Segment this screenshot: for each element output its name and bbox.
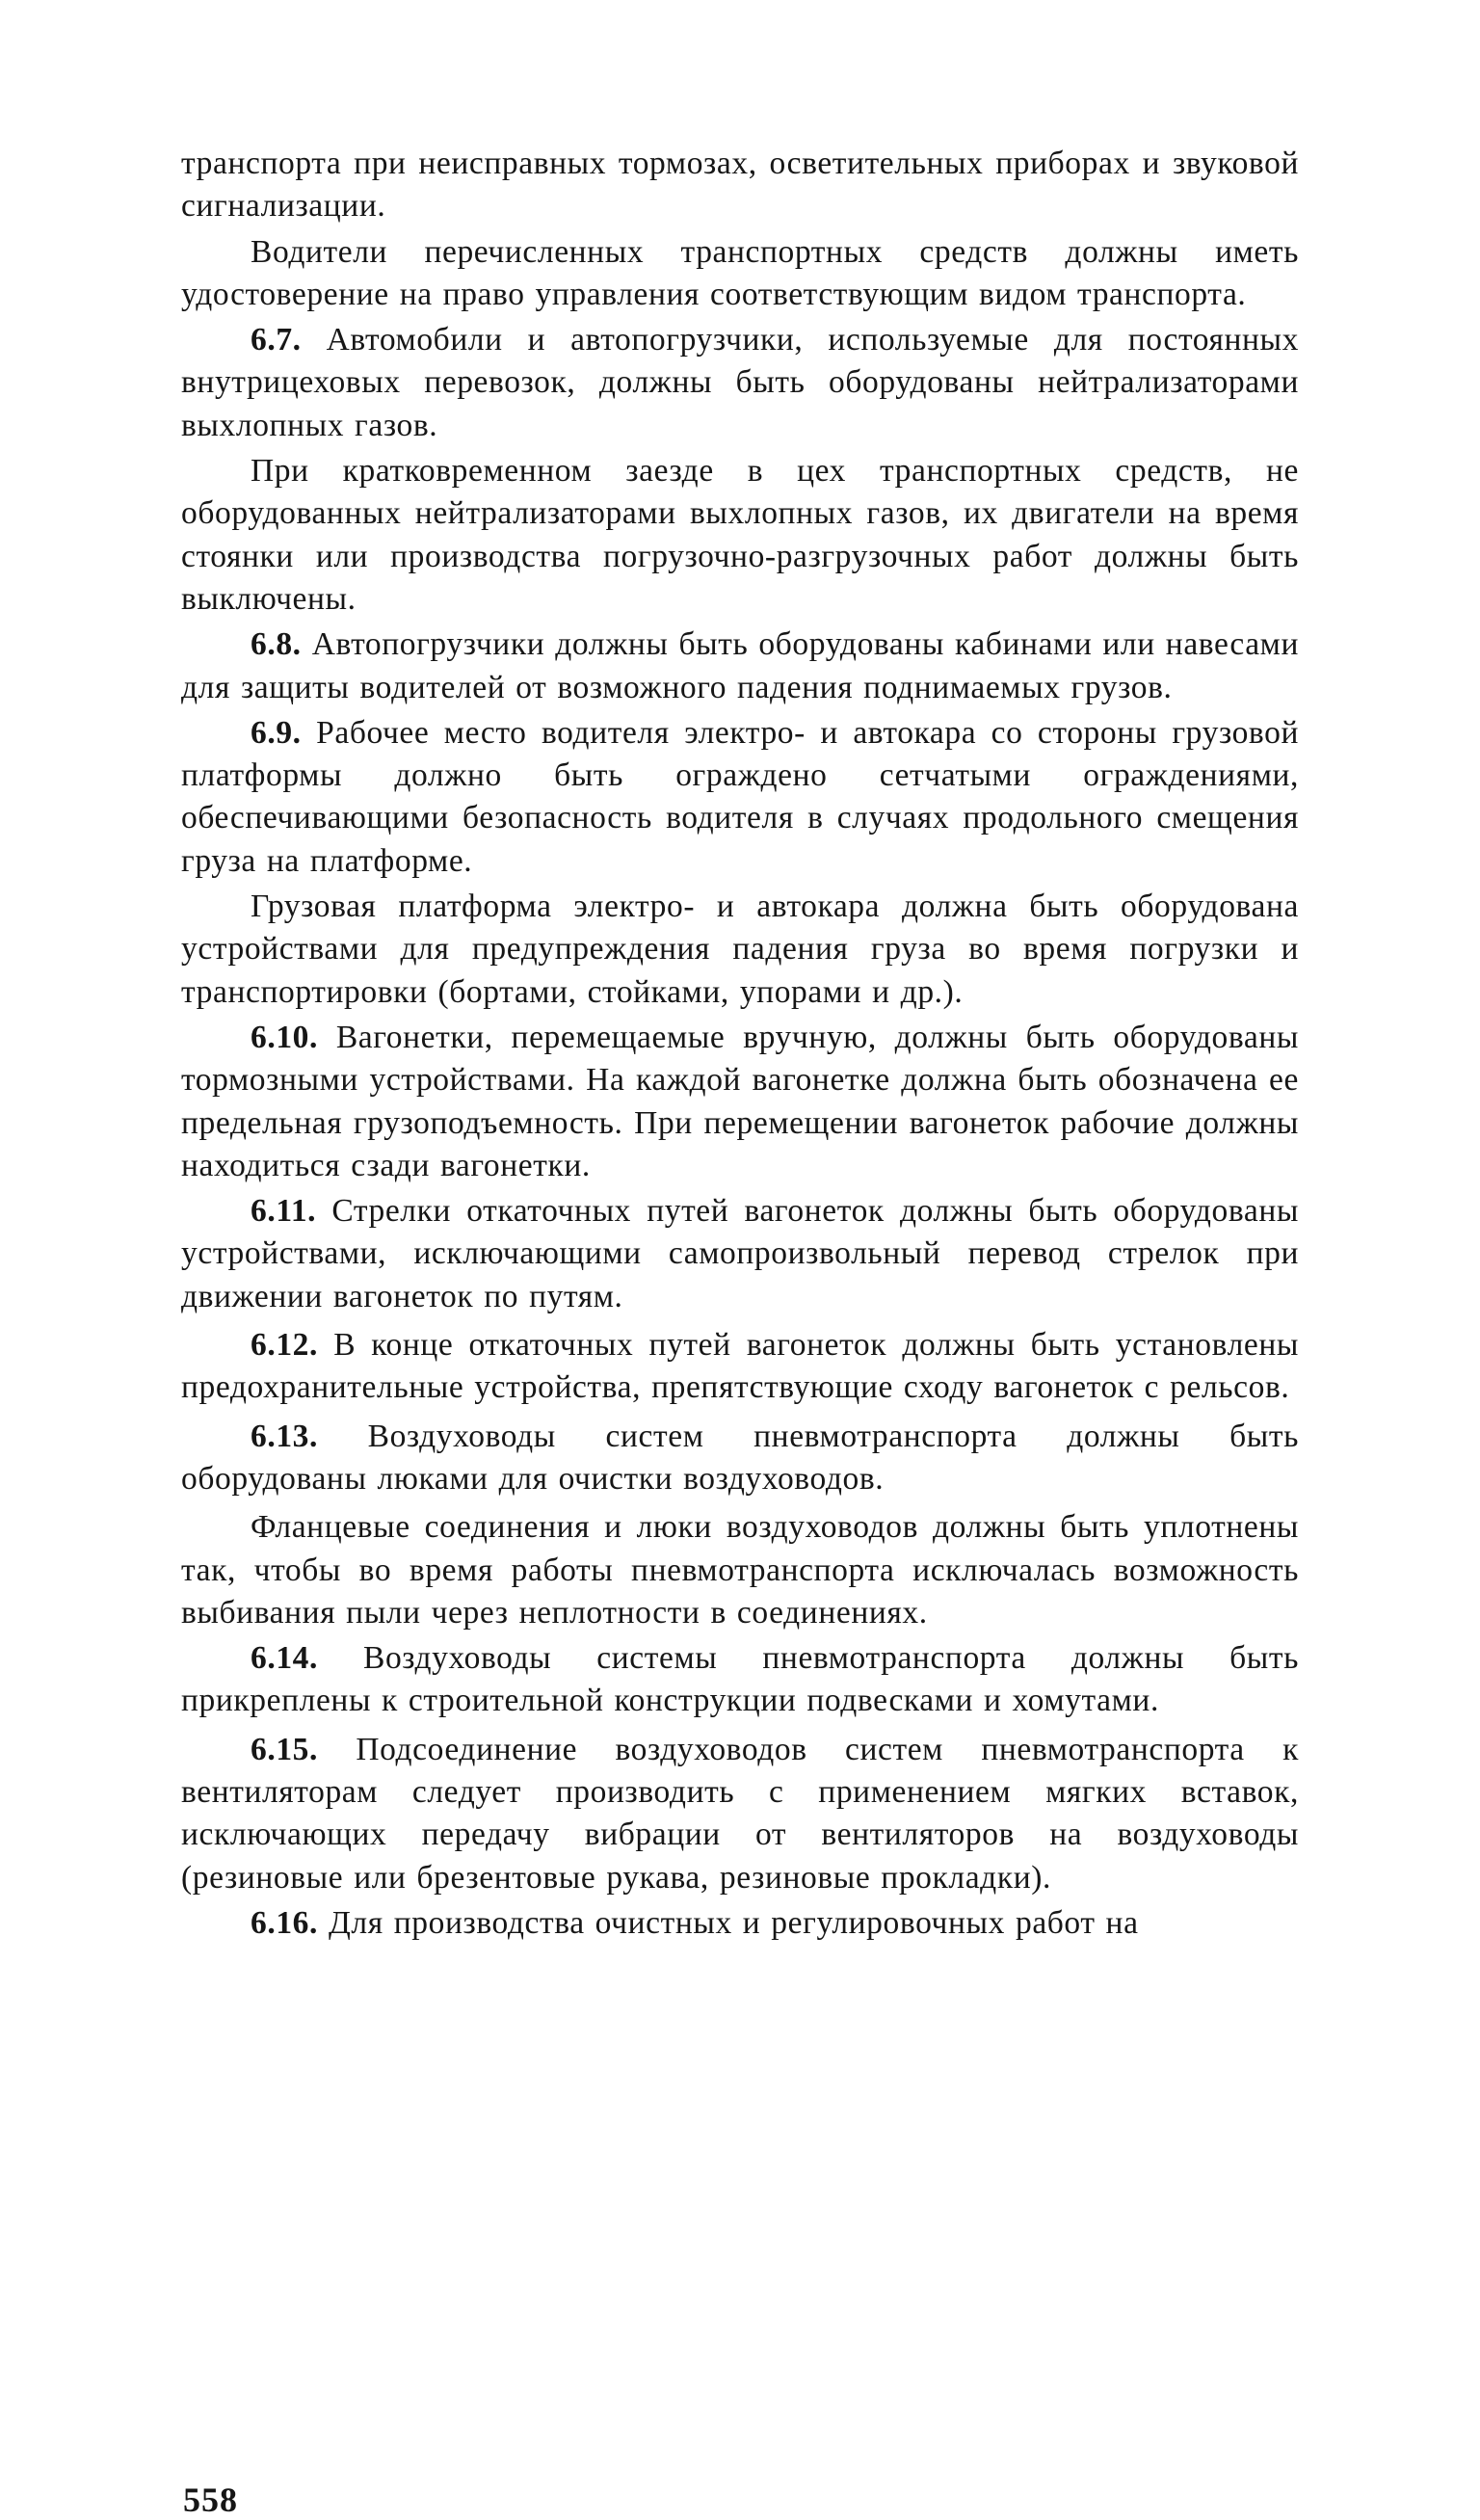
paragraph [181,450,1299,621]
clause-number: 6.16. [251,1904,318,1941]
clause-6-14 [181,1637,1299,1723]
clause-text: В конце откаточных путей вагонеток должны быть установлены предохранительные устройства, препятствующие сходу вагонеток с рельсов. [181,1327,1300,1406]
clause-number: 6.12. [251,1327,318,1364]
clause-6-16 [181,1902,1299,1945]
clause-6-10 [181,1017,1299,1187]
clause-6-8 [181,623,1299,709]
clause-6-15 [181,1729,1299,1899]
clause-text: Вагонетки, перемещаемые вручную, должны быть оборудованы тормозными устройствами. На каждой вагонетке должна быть обозначена ее предельная грузоподъемность. При перемещении вагонеток рабочие должны находиться сзади вагонетки. [181,1019,1299,1183]
clause-text: Рабочее место водителя электро- и автокара со стороны грузовой платформы должно быть ограждено сетчатыми ограждениями, обеспечивающими безопасность водителя в случаях продольного смещения груза на платформе. [181,714,1299,879]
clause-number: 6.14. [251,1640,318,1677]
clause-6-13 [181,1416,1299,1501]
paragraph-text: Водители перечисленных транспортных средств должны иметь удостоверение на право управления соответствующим видом транспорта. [181,233,1299,312]
paragraph-text: Фланцевые соединения и люки воздуховодов должны быть уплотнены так, чтобы во время работы пневмотранспорта исключалась возможность выбивания пыли через неплотности в соединениях. [181,1509,1299,1631]
paragraph [181,1506,1299,1634]
paragraph-text: транспорта при неисправных тормозах, осветительных приборах и звуковой сигнализации. [181,146,1299,225]
page-number: 558 [183,2480,238,2519]
clause-6-12 [181,1324,1299,1410]
clause-text: Автопогрузчики должны быть оборудованы кабинами или навесами для защиты водителей от возможного падения поднимаемых грузов. [181,626,1299,705]
clause-number: 6.7. [251,322,302,358]
document-page [181,143,1299,1948]
paragraph [181,886,1299,1014]
paragraph-continued [181,143,1299,228]
clause-number: 6.8. [251,626,302,663]
clause-number: 6.15. [251,1731,318,1767]
paragraph-text: Грузовая платформа электро- и автокара должна быть оборудована устройствами для предупреждения падения груза во время погрузки и транспортировки (бортами, стойками, упорами и др.). [181,889,1299,1010]
paragraph-text: При кратковременном заезде в цех транспортных средств, не оборудованных нейтрализаторами выхлопных газов, их двигатели на время стоянки или производства погрузочно-разгрузочных работ должны быть выключены. [181,453,1299,617]
clause-text: Для производства очистных и регулировочных работ на [328,1904,1139,1941]
clause-6-11 [181,1190,1299,1318]
clause-number: 6.10. [251,1019,318,1055]
clause-text: Автомобили и автопогрузчики, используемые для постоянных внутрицеховых перевозок, должны быть оборудованы нейтрализаторами выхлопных газов. [181,322,1299,443]
clause-text: Подсоединение воздуховодов систем пневмотранспорта к вентиляторам следует производить с применением мягких вставок, исключающих передачу вибрации от вентиляторов на воздуховоды (резиновые или брезентовые рукава, резиновые прокладки). [181,1731,1299,1896]
clause-number: 6.11. [251,1193,317,1230]
clause-text: Воздуховоды систем пневмотранспорта должны быть оборудованы люками для очистки воздуховодов. [181,1418,1299,1497]
clause-number: 6.9. [251,714,302,751]
paragraph [181,231,1299,317]
clause-text: Стрелки откаточных путей вагонеток должны быть оборудованы устройствами, исключающими самопроизвольный перевод стрелок при движении вагонеток по путям. [181,1193,1299,1314]
clause-number: 6.13. [251,1418,318,1454]
clause-6-9 [181,712,1299,883]
clause-6-7 [181,319,1299,447]
clause-text: Воздуховоды системы пневмотранспорта должны быть прикреплены к строительной конструкции подвесками и хомутами. [181,1640,1299,1719]
